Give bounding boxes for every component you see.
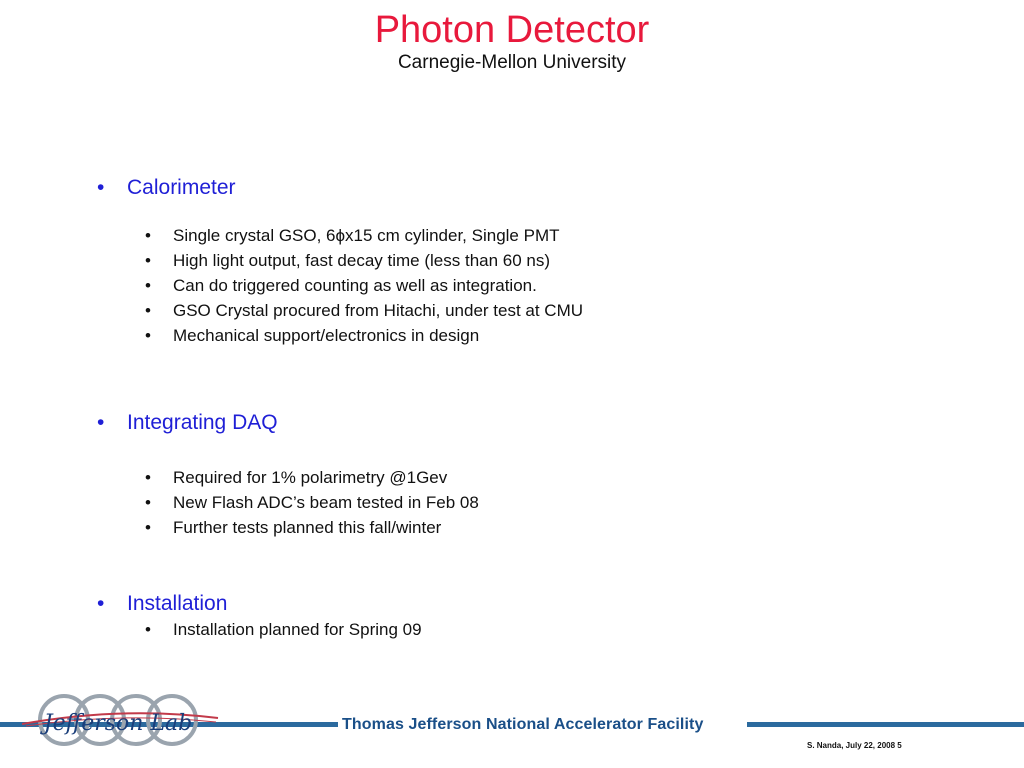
list-item (97, 617, 422, 642)
section-heading (97, 175, 583, 201)
jefferson-lab-logo (22, 690, 222, 755)
bullet-icon: • (97, 592, 105, 615)
slide-subtitle: Carnegie-Mellon University (397, 52, 627, 73)
list-item (97, 298, 583, 323)
section-heading (97, 410, 479, 436)
list-item-text: Single crystal GSO, 6ϕx15 cm cylinder, Single PMT (173, 226, 560, 245)
bullet-icon: • (145, 493, 151, 512)
svg-text:Jefferson Lab: Jefferson Lab (43, 711, 193, 736)
list-item-text: GSO Crystal procured from Hitachi, under test at CMU (173, 301, 584, 320)
list-item-text: New Flash ADC’s beam tested in Feb 08 (173, 493, 479, 512)
section-calorimeter (97, 175, 583, 348)
slide-title: Photon Detector (374, 9, 650, 51)
bullet-icon: • (97, 176, 105, 199)
list-item (97, 248, 583, 273)
heading-label: Integrating DAQ (127, 411, 278, 434)
list-item (97, 323, 583, 348)
list-item-text: Further tests planned this fall/winter (173, 518, 442, 537)
bullet-icon: • (145, 276, 151, 295)
list-item (97, 515, 479, 540)
footer-note: S. Nanda, July 22, 2008 5 (807, 741, 902, 750)
list-item-text: Installation planned for Spring 09 (173, 620, 422, 639)
list-item (97, 223, 583, 248)
heading-label: Calorimeter (127, 176, 236, 199)
bullet-icon: • (145, 301, 151, 320)
bullet-icon: • (145, 518, 151, 537)
bullet-icon: • (145, 226, 151, 245)
list-item-text: High light output, fast decay time (less than 60 ns) (173, 251, 551, 270)
list-item (97, 465, 479, 490)
logo-icon (22, 690, 222, 750)
bullet-icon: • (145, 620, 151, 639)
footer-organization: Thomas Jefferson National Accelerator Facility (342, 716, 704, 733)
section-heading (97, 591, 422, 617)
list-item (97, 490, 479, 515)
section-integrating-daq (97, 410, 479, 540)
list-item (97, 273, 583, 298)
section-installation (97, 591, 422, 642)
heading-label: Installation (127, 592, 228, 615)
bullet-icon: • (145, 468, 151, 487)
list-item-text: Mechanical support/electronics in design (173, 326, 480, 345)
bullet-icon: • (145, 251, 151, 270)
footer-rule-right (747, 722, 1024, 727)
bullet-icon: • (97, 411, 105, 434)
list-item-text: Can do triggered counting as well as integration. (173, 276, 537, 295)
bullet-icon: • (145, 326, 151, 345)
list-item-text: Required for 1% polarimetry @1Gev (173, 468, 448, 487)
